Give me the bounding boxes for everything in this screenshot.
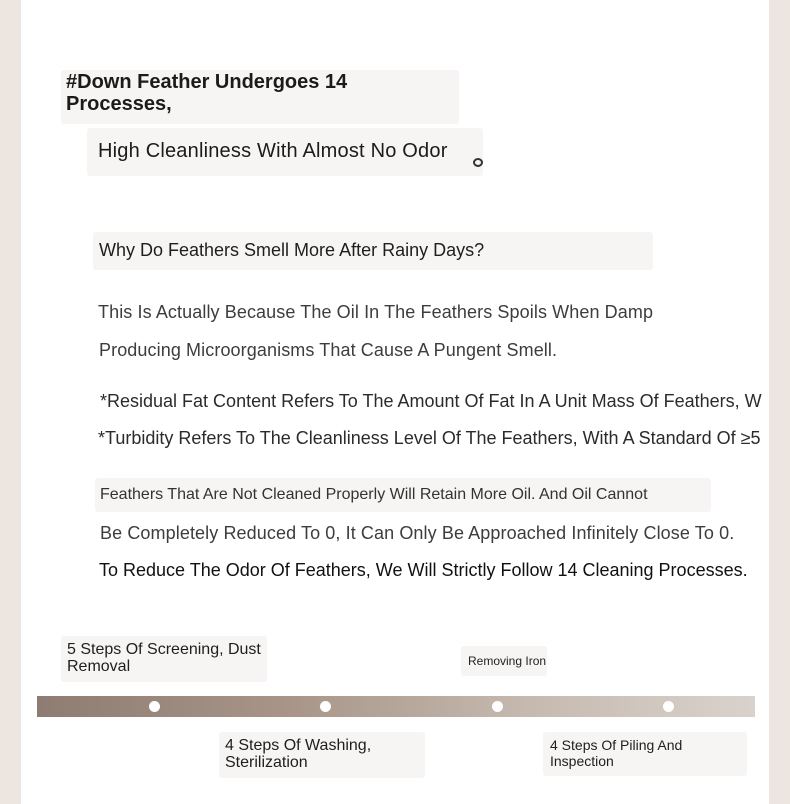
paragraph-line-1: Feathers That Are Not Cleaned Properly Will Retain More Oil. And Oil Cannot [100, 486, 648, 503]
fat-content-note: *Residual Fat Content Refers To The Amount Of Fat In A Unit Mass Of Feathers, W [100, 391, 762, 411]
question-heading: Why Do Feathers Smell More After Rainy Days? [99, 240, 485, 260]
process-timeline-bar [37, 696, 755, 717]
paragraph-line-3: To Reduce The Odor Of Feathers, We Will Strictly Follow 14 Cleaning Processes. [99, 560, 748, 580]
explanation-line-1: This Is Actually Because The Oil In The Feathers Spoils When Damp [98, 302, 654, 322]
turbidity-note: *Turbidity Refers To The Cleanliness Level Of The Feathers, With A Standard Of ≥5 [98, 428, 761, 448]
timeline-dot [320, 701, 331, 712]
explanation-line-2: Producing Microorganisms That Cause A Pungent Smell. [99, 340, 558, 360]
page-subtitle: High Cleanliness With Almost No Odor [98, 140, 448, 162]
timeline-dot [663, 701, 674, 712]
step-washing-label: 4 Steps Of Washing, Sterilization [225, 737, 372, 771]
ring-icon [473, 158, 483, 167]
step-removing-iron-label: Removing Iron [468, 654, 547, 668]
product-detail-page [21, 0, 769, 804]
step-screening-label: 5 Steps Of Screening, Dust Removal [67, 641, 261, 675]
paragraph-line-2: Be Completely Reduced To 0, It Can Only Be Approached Infinitely Close To 0. [100, 523, 735, 543]
step-piling-label: 4 Steps Of Piling And Inspection [550, 737, 683, 769]
timeline-dot [492, 701, 503, 712]
timeline-dot [149, 701, 160, 712]
page-title: #Down Feather Undergoes 14 Processes, [66, 71, 348, 115]
